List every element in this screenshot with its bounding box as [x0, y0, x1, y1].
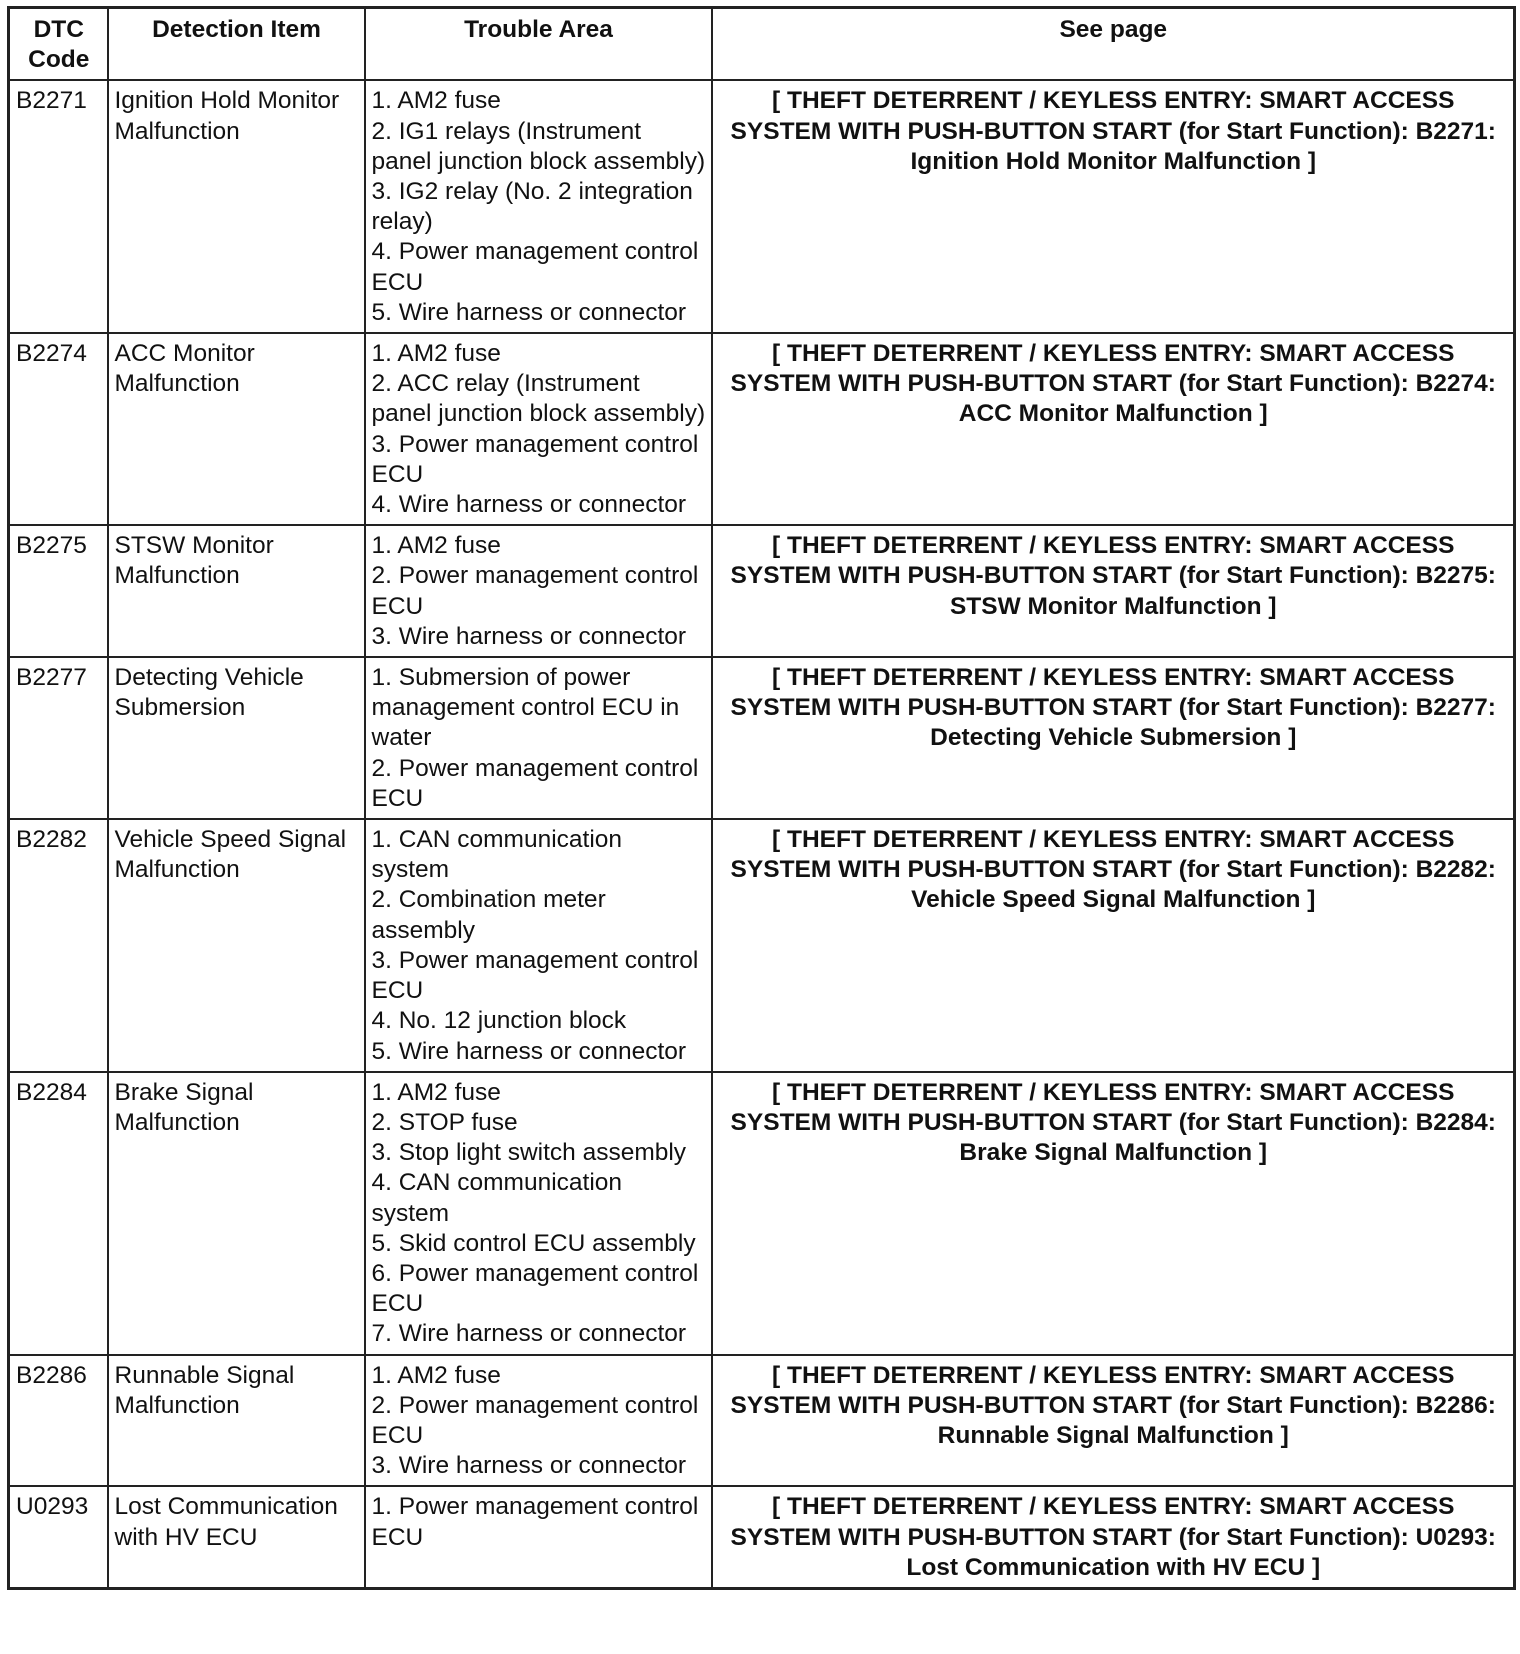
trouble-area-item: 2. Power management control ECU	[371, 562, 699, 620]
detection-item-cell: Vehicle Speed Signal Malfunction	[108, 819, 365, 1072]
header-dtc-code	[9, 8, 108, 81]
trouble-area-item: 3. Stop light switch assembly	[371, 1139, 687, 1167]
trouble-area-cell	[365, 333, 712, 525]
table-row	[9, 80, 1515, 333]
dtc-code-cell: B2286	[9, 1355, 108, 1487]
trouble-area-item: 4. CAN communication system	[371, 1169, 623, 1227]
detection-item-cell: Detecting Vehicle Submersion	[108, 657, 365, 819]
trouble-area-item: 2. IG1 relays (Instrument panel junction block assembly)	[371, 117, 706, 175]
trouble-area-item: 3. Power management control ECU	[371, 430, 699, 488]
detection-item-cell: STSW Monitor Malfunction	[108, 525, 365, 657]
trouble-area-item: 1. CAN communication system	[371, 826, 623, 884]
dtc-code-cell: B2275	[9, 525, 108, 657]
dtc-code-cell: U0293	[9, 1486, 108, 1588]
dtc-code-cell: B2271	[9, 80, 108, 333]
table-row	[9, 657, 1515, 819]
see-page-link[interactable]: [ THEFT DETERRENT / KEYLESS ENTRY: SMART ACCESS SYSTEM WITH PUSH-BUTTON START (for Start Function): B2274: ACC Monitor Malfunction ]	[712, 333, 1515, 525]
trouble-area-item: 2. Power management control ECU	[371, 1391, 699, 1449]
trouble-area-item: 1. AM2 fuse	[371, 87, 501, 115]
dtc-code-cell: B2284	[9, 1072, 108, 1355]
table-row	[9, 819, 1515, 1072]
header-row	[9, 8, 1515, 81]
trouble-area-cell	[365, 657, 712, 819]
header-dtc-code-line1: DTC	[33, 16, 84, 43]
see-page-link[interactable]: [ THEFT DETERRENT / KEYLESS ENTRY: SMART ACCESS SYSTEM WITH PUSH-BUTTON START (for Start Function): B2282: Vehicle Speed Signal Malfunction ]	[712, 819, 1515, 1072]
see-page-link[interactable]: [ THEFT DETERRENT / KEYLESS ENTRY: SMART ACCESS SYSTEM WITH PUSH-BUTTON START (for Start Function): B2277: Detecting Vehicle Submersion ]	[712, 657, 1515, 819]
header-see-page: See page	[712, 8, 1515, 81]
trouble-area-cell	[365, 1486, 712, 1588]
trouble-area-item: 7. Wire harness or connector	[371, 1320, 687, 1348]
trouble-area-cell	[365, 80, 712, 333]
trouble-area-item: 3. Power management control ECU	[371, 946, 699, 1005]
trouble-area-item: 4. Power management control ECU	[371, 238, 699, 296]
see-page-link[interactable]: [ THEFT DETERRENT / KEYLESS ENTRY: SMART ACCESS SYSTEM WITH PUSH-BUTTON START (for Start Function): B2271: Ignition Hold Monitor Malfunction ]	[712, 80, 1515, 333]
trouble-area-item: 2. Power management control ECU	[371, 754, 699, 812]
trouble-area-item: 2. Combination meter assembly	[371, 886, 606, 944]
trouble-area-item: 1. AM2 fuse	[371, 532, 501, 560]
dtc-table-container	[7, 6, 1513, 1590]
detection-item-cell: Runnable Signal Malfunction	[108, 1355, 365, 1487]
trouble-area-item: 5. Wire harness or connector	[371, 298, 687, 326]
trouble-area-item: 1. Power management control ECU	[371, 1493, 699, 1551]
detection-item-cell: Ignition Hold Monitor Malfunction	[108, 80, 365, 333]
see-page-link[interactable]: [ THEFT DETERRENT / KEYLESS ENTRY: SMART ACCESS SYSTEM WITH PUSH-BUTTON START (for Start Function): B2286: Runnable Signal Malfunction ]	[712, 1355, 1515, 1487]
trouble-area-item: 1. AM2 fuse	[371, 1361, 501, 1389]
trouble-area-item: 2. STOP fuse	[371, 1108, 518, 1136]
trouble-area-item: 5. Wire harness or connector	[371, 1037, 687, 1065]
see-page-link[interactable]: [ THEFT DETERRENT / KEYLESS ENTRY: SMART ACCESS SYSTEM WITH PUSH-BUTTON START (for Start Function): B2275: STSW Monitor Malfunction ]	[712, 525, 1515, 657]
see-page-link[interactable]: [ THEFT DETERRENT / KEYLESS ENTRY: SMART ACCESS SYSTEM WITH PUSH-BUTTON START (for Start Function): U0293: Lost Communication with HV ECU ]	[712, 1486, 1515, 1588]
trouble-area-item: 3. IG2 relay (No. 2 integration relay)	[371, 178, 693, 236]
detection-item-cell: Lost Communication with HV ECU	[108, 1486, 365, 1588]
trouble-area-item: 4. Wire harness or connector	[371, 491, 687, 519]
dtc-code-cell: B2277	[9, 657, 108, 819]
trouble-area-item: 1. AM2 fuse	[371, 1078, 501, 1106]
trouble-area-item: 3. Wire harness or connector	[371, 1452, 687, 1480]
trouble-area-cell	[365, 525, 712, 657]
table-row	[9, 1355, 1515, 1487]
header-detection-item: Detection Item	[108, 8, 365, 81]
dtc-table-body	[9, 80, 1515, 1588]
table-row	[9, 1072, 1515, 1355]
trouble-area-item: 1. Submersion of power management control ECU in water	[371, 664, 680, 752]
trouble-area-cell	[365, 819, 712, 1072]
header-dtc-code-line2: Code	[28, 46, 90, 74]
trouble-area-cell	[365, 1072, 712, 1355]
trouble-area-cell	[365, 1355, 712, 1487]
trouble-area-item: 2. ACC relay (Instrument panel junction block assembly)	[371, 370, 706, 428]
table-row	[9, 333, 1515, 525]
trouble-area-item: 3. Wire harness or connector	[371, 622, 687, 650]
detection-item-cell: ACC Monitor Malfunction	[108, 333, 365, 525]
trouble-area-item: 5. Skid control ECU assembly	[371, 1229, 696, 1257]
table-row	[9, 1486, 1515, 1588]
table-row	[9, 525, 1515, 657]
dtc-code-cell: B2282	[9, 819, 108, 1072]
trouble-area-item: 1. AM2 fuse	[371, 340, 501, 368]
see-page-link[interactable]: [ THEFT DETERRENT / KEYLESS ENTRY: SMART ACCESS SYSTEM WITH PUSH-BUTTON START (for Start Function): B2284: Brake Signal Malfunction ]	[712, 1072, 1515, 1355]
trouble-area-item: 4. No. 12 junction block	[371, 1007, 627, 1035]
detection-item-cell: Brake Signal Malfunction	[108, 1072, 365, 1355]
header-trouble-area: Trouble Area	[365, 8, 712, 81]
dtc-code-cell: B2274	[9, 333, 108, 525]
trouble-area-item: 6. Power management control ECU	[371, 1259, 699, 1318]
dtc-table	[7, 6, 1516, 1590]
